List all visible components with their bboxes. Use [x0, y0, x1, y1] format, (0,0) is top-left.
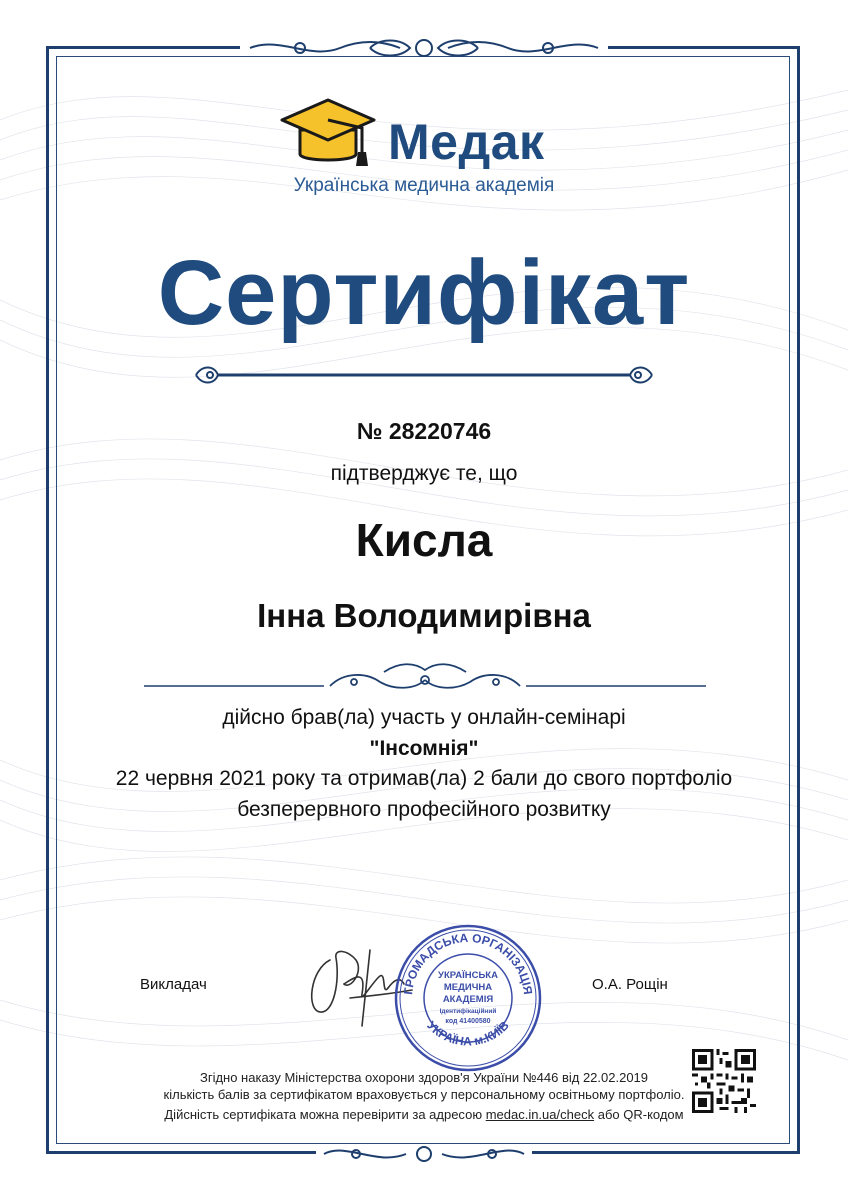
bottom-ornament	[316, 1140, 532, 1168]
footer-order-line: Згідно наказу Міністерства охорони здоров'я України №446 від 22.02.2019	[199, 1070, 649, 1085]
organization-stamp	[392, 922, 544, 1074]
middle-divider	[144, 660, 706, 700]
confirms-text: підтверджує те, що	[330, 462, 518, 485]
teacher-label: Викладач	[140, 976, 207, 993]
body-line-date-points: 22 червня 2021 року та отримав(ла) 2 бали до свого портфоліо	[115, 767, 733, 790]
stamp-line1: УКРАЇНСЬКА	[438, 970, 498, 981]
certificate-number: № 28220746	[356, 418, 492, 444]
verify-link[interactable]: medac.in.ua/check	[485, 1107, 595, 1122]
recipient-surname: Кисла	[355, 514, 493, 566]
footer-verify-line	[60, 1106, 788, 1123]
graduation-cap-logo-icon	[278, 96, 378, 176]
stamp-line5: код 41400580	[445, 1018, 491, 1025]
brand-name: Медак	[388, 114, 545, 170]
footer-points-line: кількість балів за сертифікатом враховується у персональному освітньому портфоліо.	[163, 1087, 685, 1102]
stamp-line3: АКАДЕМІЯ	[442, 994, 494, 1005]
teacher-name: О.А. Рощін	[592, 976, 668, 993]
body-line-participation: дійсно брав(ла) участь у онлайн-семінарі	[222, 706, 626, 729]
certificate-title: Сертифікат	[157, 242, 691, 344]
qr-code[interactable]	[692, 1049, 756, 1113]
stamp-outer-text: ГРОМАДСЬКА ОРГАНІЗАЦІЯ	[401, 930, 535, 996]
title-divider	[192, 362, 656, 388]
top-ornament	[240, 32, 608, 64]
stamp-line4: Ідентифікаційний	[439, 1008, 497, 1015]
stamp-bottom-text: УКРАЇНА м.КИЇВ	[424, 1018, 512, 1049]
stamp-line2: МЕДИЧНА	[443, 982, 493, 993]
footer-verify-suffix: або QR-кодом	[597, 1107, 684, 1122]
footer-verify-prefix: Дійсність сертифіката можна перевірити за адресою	[164, 1107, 483, 1122]
event-title: "Інсомнія"	[369, 737, 479, 760]
brand-subtitle: Українська медична академія	[293, 175, 555, 196]
body-line-portfolio: безперервного професійного розвитку	[237, 798, 611, 821]
recipient-given-names: Інна Володимирівна	[257, 597, 591, 634]
